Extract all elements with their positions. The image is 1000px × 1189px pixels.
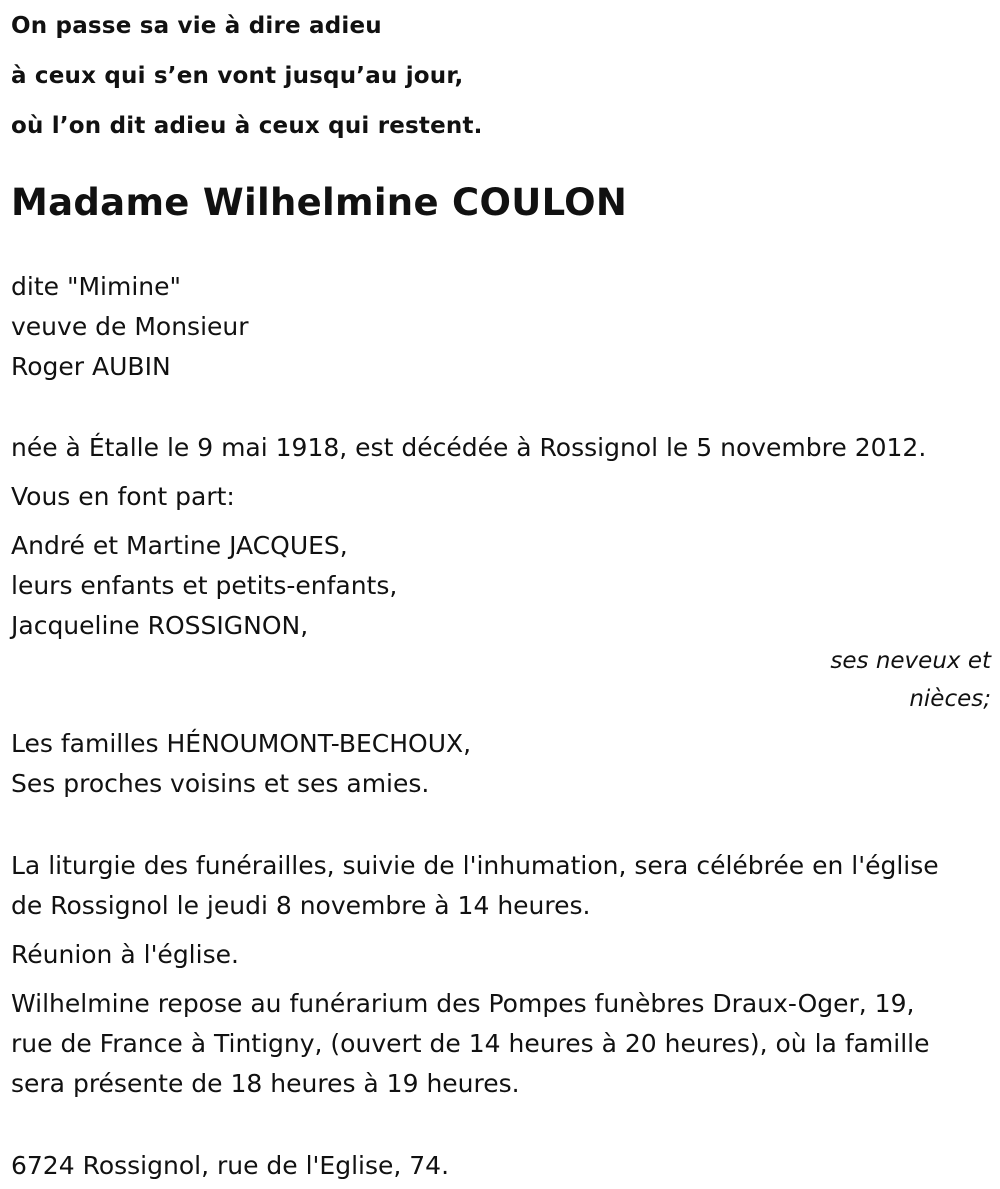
quote-line: à ceux qui s’en vont jusqu’au jour, (11, 63, 464, 89)
funeral-home-line: Wilhelmine repose au funérarium des Pompes funèbres Draux-Oger, 19, (11, 989, 915, 1018)
relation-note (11, 642, 991, 718)
spouse-line: veuve de Monsieur (11, 312, 249, 341)
liturgy-line: de Rossignol le jeudi 8 novembre à 14 heures. (11, 891, 591, 920)
liturgy-line: La liturgie des funérailles, suivie de l'inhumation, sera célébrée en l'église (11, 851, 939, 880)
spouse-name: Roger AUBIN (11, 352, 171, 381)
ceremony-details (11, 846, 991, 926)
family-address: 6724 Rossignol, rue de l'Eglise, 74. (11, 1151, 450, 1180)
friends-line: Ses proches voisins et ses amies. (11, 769, 430, 798)
nickname: dite "Mimine" (11, 272, 181, 301)
funeral-home-line: sera présente de 18 heures à 19 heures. (11, 1069, 520, 1098)
deceased-name: Madame Wilhelmine COULON (11, 181, 628, 224)
opening-quote (11, 1, 991, 151)
families-line: Les familles HÉNOUMONT-BECHOUX, (11, 729, 472, 758)
funeral-home-line: rue de France à Tintigny, (ouvert de 14 heures à 20 heures), où la famille (11, 1029, 930, 1058)
family-list (11, 526, 991, 646)
other-family (11, 724, 991, 804)
family-member: Jacqueline ROSSIGNON, (11, 611, 309, 640)
meeting-line: Réunion à l'église. (11, 940, 239, 969)
obituary-notice (11, 0, 991, 1186)
relation-line: nièces; (909, 686, 991, 712)
quote-line: où l’on dit adieu à ceux qui restent. (11, 113, 483, 139)
birth-death-line: née à Étalle le 9 mai 1918, est décédée à Rossignol le 5 novembre 2012. (11, 433, 927, 462)
funeral-home-details (11, 984, 991, 1104)
quote-line: On passe sa vie à dire adieu (11, 13, 382, 39)
family-member: André et Martine JACQUES, (11, 531, 348, 560)
relation-line: ses neveux et (830, 648, 991, 674)
announce-intro: Vous en font part: (11, 482, 235, 511)
family-member: leurs enfants et petits-enfants, (11, 571, 398, 600)
deceased-details (11, 267, 991, 387)
